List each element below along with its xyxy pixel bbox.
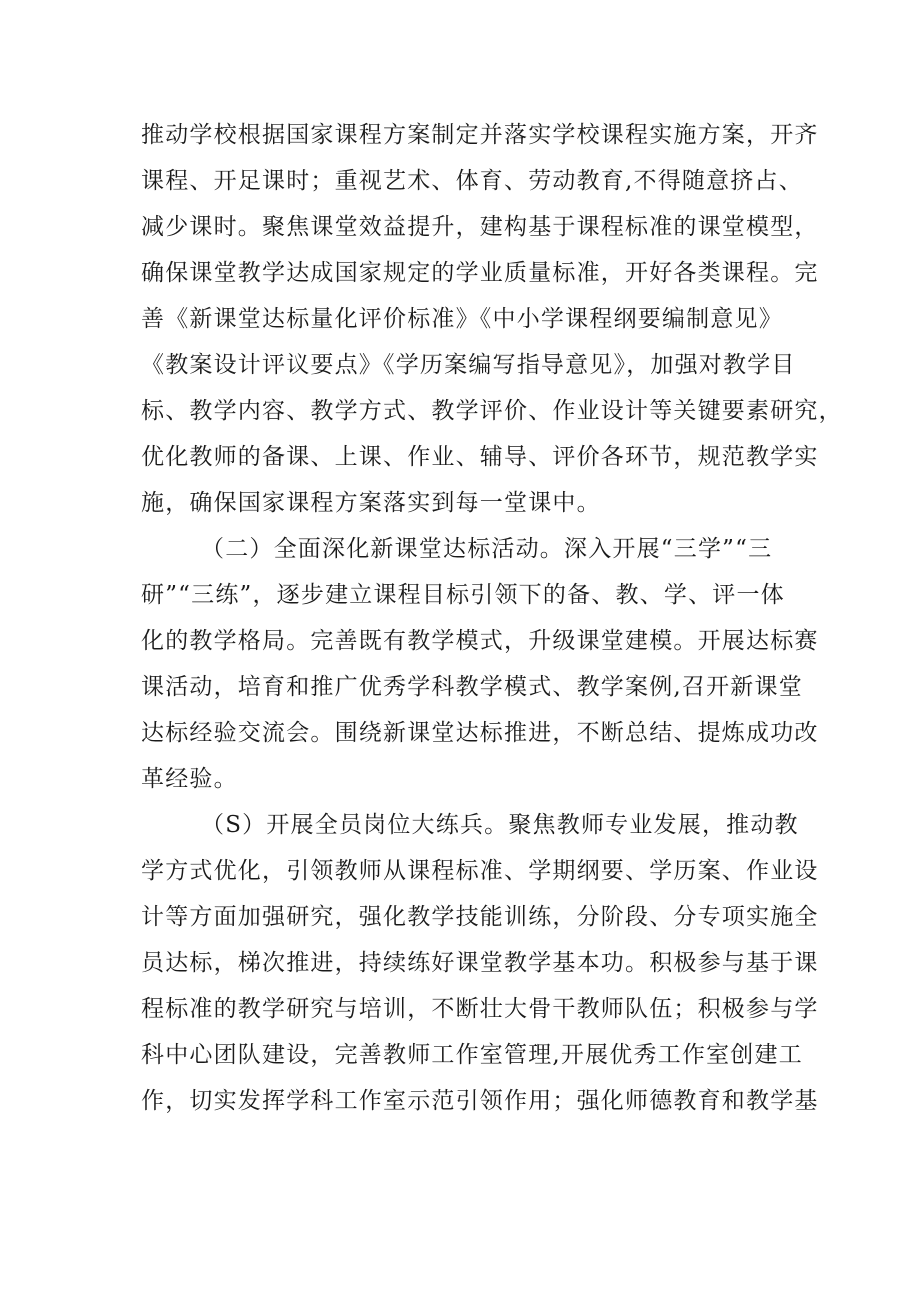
paragraph-1-line-2: 课程、开足课时；重视艺术、体育、劳动教育,不得随意挤占、 bbox=[141, 168, 803, 194]
paragraph-1-line-6: 《教案设计评议要点》《学历案编写指导意见》，加强对教学目 bbox=[141, 352, 796, 378]
paragraph-3-line-3: 计等方面加强研究，强化教学技能训练，分阶段、分专项实施全 bbox=[141, 904, 819, 930]
paragraph-3-line-5: 程标准的教学研究与培训，不断壮大骨干教师队伍；积极参与学 bbox=[141, 996, 819, 1022]
paragraph-2-line-6: 革经验。 bbox=[141, 766, 238, 792]
paragraph-3-line-1: （S）开展全员岗位大练兵。聚焦教师专业发展，推动教 bbox=[201, 812, 799, 838]
paragraph-2-line-2: 研”“三练”，逐步建立课程目标引领下的备、教、学、评一体 bbox=[141, 582, 785, 608]
paragraph-2-line-5: 达标经验交流会。围绕新课堂达标推进，不断总结、提炼成功改 bbox=[141, 720, 819, 746]
paragraph-1-line-8: 优化教师的备课、上课、作业、辅导、评价各环节，规范教学实 bbox=[141, 444, 819, 470]
paragraph-1-line-1: 推动学校根据国家课程方案制定并落实学校课程实施方案，开齐 bbox=[141, 122, 819, 148]
paragraph-3-line-7: 作，切实发挥学科工作室示范引领作用；强化师德教育和教学基 bbox=[141, 1088, 819, 1114]
body-text bbox=[141, 112, 843, 1124]
paragraph-2-line-1: （二）全面深化新课堂达标活动。深入开展“三学”“三 bbox=[201, 536, 773, 562]
paragraph-1-line-4: 确保课堂教学达成国家规定的学业质量标准，开好各类课程。完 bbox=[141, 260, 819, 286]
paragraph-1-line-5: 善《新课堂达标量化评价标准》《中小学课程纲要编制意见》 bbox=[141, 306, 783, 332]
paragraph-3-line-2: 学方式优化，引领教师从课程标准、学期纲要、学历案、作业设 bbox=[141, 858, 819, 884]
paragraph-1-line-3: 减少课时。聚焦课堂效益提升，建构基于课程标准的课堂模型， bbox=[141, 214, 819, 240]
paragraph-2-line-4: 课活动，培育和推广优秀学科教学模式、教学案例,召开新课堂 bbox=[141, 674, 803, 700]
paragraph-1-line-9: 施，确保国家课程方案落实到每一堂课中。 bbox=[141, 490, 601, 516]
paragraph-3-line-6: 科中心团队建设，完善教师工作室管理,开展优秀工作室创建工 bbox=[141, 1042, 803, 1068]
paragraph-2-line-3: 化的教学格局。完善既有教学模式，升级课堂建模。开展达标赛 bbox=[141, 628, 819, 654]
paragraph-1-line-7: 标、教学内容、教学方式、教学评价、作业设计等关键要素研究， bbox=[141, 398, 843, 424]
paragraph-3-line-4: 员达标，梯次推进，持续练好课堂教学基本功。积极参与基于课 bbox=[141, 950, 819, 976]
